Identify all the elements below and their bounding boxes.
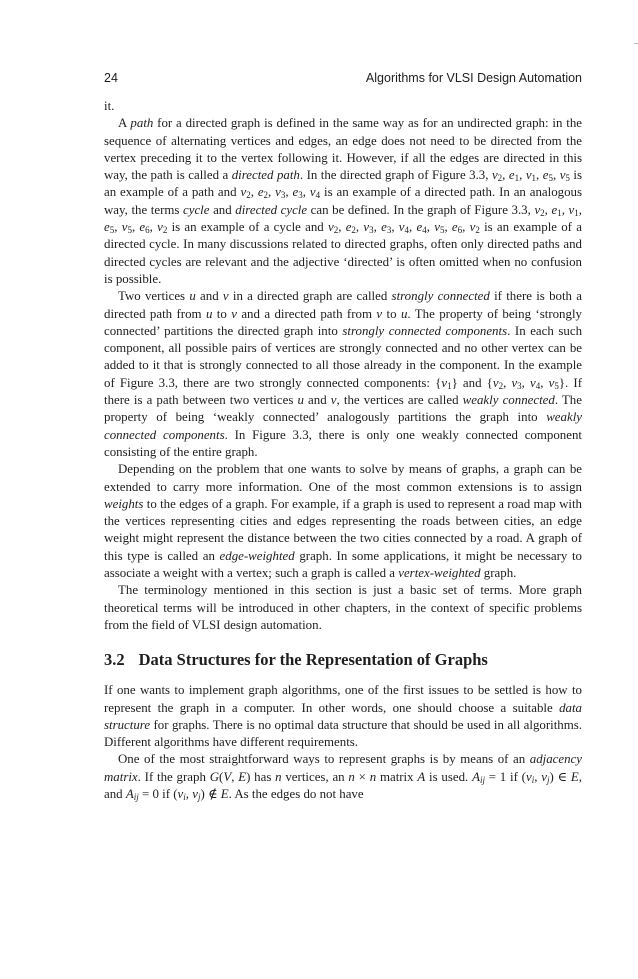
- paragraph: If one wants to implement graph algorithms, one of the first issues to be settled is how to represent the graph in a computer. In other words, one should choose a suitable data structure for graphs. There is no optimal data structure that should be used in all algorithms. Different algorithms have different requirements.: [104, 683, 582, 750]
- running-title: Algorithms for VLSI Design Automation: [365, 71, 582, 85]
- section-title: Data Structures for the Representation of Graphs: [138, 650, 488, 670]
- section-number: 3.2: [104, 650, 125, 670]
- paragraph: Depending on the problem that one wants to solve by means of graphs, a graph can be extended to carry more information. One of the most common extensions is to assign weights to the edges of a graph. For example, if a graph is used to represent a road map with the vertices representing cities and edges representing the roads between cities, an edge weight might represent the distance between the two cities connected by a road. A graph of this type is called an edge-weighted graph. In some applications, it might be necessary to associate a weight with a vertex; such a graph is called a vertex-weighted graph.: [104, 462, 582, 581]
- paragraph: A path for a directed graph is defined in the same way as for an undirected graph: in the sequence of alternating vertices and edges, an edge does not need to be directed from the vertex preceding it to the vertex following it. However, if all the edges are directed in this way, the path is called a directed path. In the directed graph of Figure 3.3, $v_2$, $e_1$, $v_1$, $e_5$, $v_5$ is an example of a path and $v_2$, $e_2$, $v_3$, $e_3$, $v_4$ is an example of a directed path. In an analogous way, the terms cycle and directed cycle can be defined. In the graph of Figure 3.3, $v_2$, $e_1$, $v_1$, $e_5$, $v_5$, $e_6$, $v_2$ is an example of a cycle and $v_2$, $e_2$, $v_3$, $e_3$, $v_4$, $e_4$, $v_5$, $e_6$, $v_2$ is an example of a directed cycle. In many discussions related to directed graphs, often only directed paths and directed cycles are relevant and the adjective ‘directed’ is often omitted when no confusion is possible.: [104, 116, 583, 286]
- paragraph: One of the most straightforward ways to represent graphs is by means of an adjacency matrix. If the graph G(V, E) has n vertices, an n × n matrix A is used. $A_{ij} = 1$ if ($v_i$, $v_j$) ∈ E, and $A_{ij} = 0$ if ($v_i$, $v_j$) ∉ E. As the edges do not have: [104, 752, 582, 802]
- scan-edge-mark: [634, 43, 638, 44]
- paragraph: it.: [104, 99, 115, 113]
- paragraph: The terminology mentioned in this section is just a basic set of terms. More graph theoretical terms will be introduced in other chapters, in the context of specific problems from the field of VLSI design automation.: [104, 583, 582, 632]
- page-body: [104, 98, 582, 803]
- section-heading: [104, 650, 582, 670]
- page-header: [104, 71, 582, 89]
- paragraph: Two vertices u and v in a directed graph are called strongly connected if there is both a directed path from u to v and a directed path from v to u. The property of being ‘strongly connected’ partitions the directed graph into strongly connected components. In each such component, all possible pairs of vertices are strongly connected and no other vertex can be added to it that is strongly connected to all those already in the component. In the example of Figure 3.3, there are two strongly connected components: $\{v_1\}$ and {$v_2$, $v_3$, $v_4$, $v_5$}. If there is a path between two vertices u and v, the vertices are called weakly connected. The property of being ‘weakly connected’ analogously partitions the graph into weakly connected components. In Figure 3.3, there is only one weakly connected component consisting of the entire graph.: [104, 289, 583, 459]
- page-number: 24: [104, 71, 118, 85]
